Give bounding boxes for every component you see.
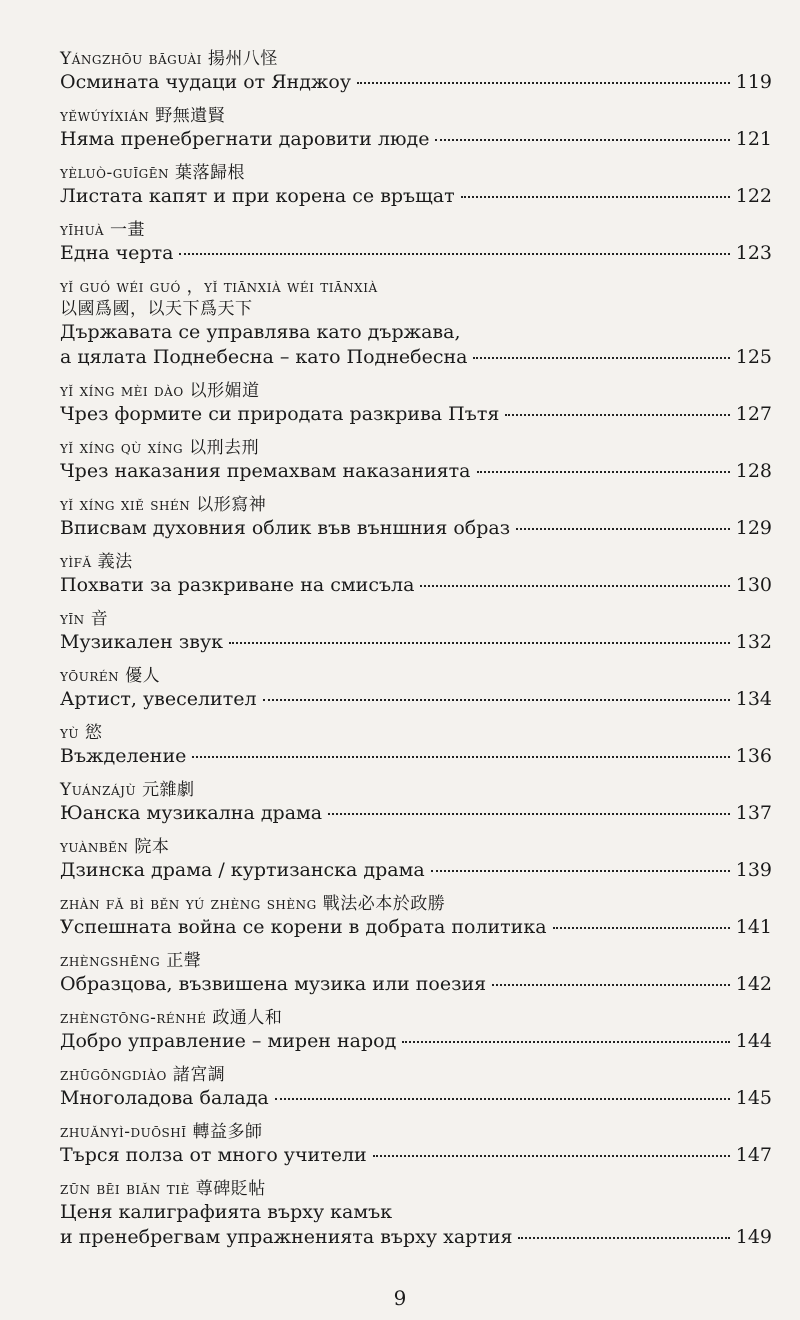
entry-term — [60, 608, 772, 630]
entry-term — [60, 1178, 772, 1200]
dot-leader — [263, 699, 730, 701]
entry-page-number: 144 — [735, 1030, 772, 1052]
entry-translation: Държавата се управлява като държава, — [60, 321, 461, 343]
table-of-contents — [60, 48, 772, 1260]
entry-hanzi: 音 — [90, 609, 109, 629]
dot-leader — [492, 984, 730, 986]
toc-entry[interactable] — [60, 48, 772, 95]
entry-hanzi: 葉落歸根 — [174, 163, 245, 183]
toc-entry[interactable] — [60, 1007, 772, 1054]
entry-translation: Въжделение — [60, 745, 187, 767]
dot-leader — [435, 139, 729, 141]
entry-term — [60, 779, 772, 801]
entry-translation: Добро управление – мирен народ — [60, 1030, 397, 1052]
dot-leader — [192, 756, 729, 758]
entry-translation: Няма пренебрегнати даровити люде — [60, 128, 430, 150]
entry-translation-line — [60, 1143, 772, 1168]
entry-hanzi: 正聲 — [166, 951, 202, 971]
entry-translation-line — [60, 801, 772, 826]
entry-translation: Чрез наказания премахвам наказанията — [60, 460, 471, 482]
toc-entry[interactable] — [60, 1178, 772, 1250]
entry-translation: и пренебрегвам упражненията върху хартия — [60, 1226, 513, 1248]
dot-leader — [461, 196, 730, 198]
entry-pinyin: yǐ xíng qù xíng — [60, 438, 184, 458]
entry-pinyin: Yuánzájù — [60, 780, 137, 800]
entry-term — [60, 722, 772, 744]
entry-hanzi: 尊碑貶帖 — [195, 1179, 266, 1199]
entry-hanzi: 轉益多師 — [192, 1122, 263, 1142]
dot-leader — [477, 471, 730, 473]
entry-page-number: 145 — [735, 1087, 772, 1109]
entry-page-number: 127 — [735, 403, 772, 425]
entry-translation: Листата капят и при корена се връщат — [60, 185, 455, 207]
entry-pinyin: Yángzhōu bāguài — [60, 49, 202, 69]
entry-pinyin: zhèngshēng — [60, 951, 161, 971]
toc-entry[interactable] — [60, 162, 772, 209]
entry-page-number: 129 — [735, 517, 772, 539]
entry-term — [60, 276, 772, 298]
entry-hanzi: 以形媚道 — [189, 381, 260, 401]
entry-page-number: 122 — [735, 185, 772, 207]
dot-leader — [516, 528, 730, 530]
toc-entry[interactable] — [60, 105, 772, 152]
entry-page-number: 132 — [735, 631, 772, 653]
entry-translation: Музикален звук — [60, 631, 223, 653]
entry-translation-line — [60, 972, 772, 997]
entry-translation: Успешната война се корени в добрата политика — [60, 916, 547, 938]
entry-pinyin: yuànběn — [60, 837, 129, 857]
entry-translation-line — [60, 687, 772, 712]
entry-translation-line — [60, 744, 772, 769]
entry-term — [60, 105, 772, 127]
entry-translation-line — [60, 320, 772, 345]
entry-translation: Търся полза от много учители — [60, 1144, 367, 1166]
entry-hanzi: 一畫 — [110, 220, 146, 240]
entry-page-number: 123 — [735, 242, 772, 264]
toc-entry[interactable] — [60, 380, 772, 427]
entry-hanzi: 院本 — [134, 837, 170, 857]
entry-pinyin: yǐ xíng xiě shén — [60, 495, 191, 515]
entry-translation-line — [60, 1029, 772, 1054]
entry-hanzi: 義法 — [97, 552, 133, 572]
entry-translation-line — [60, 1200, 772, 1225]
entry-page-number: 119 — [735, 71, 772, 93]
entry-translation: Осмината чудаци от Янджоу — [60, 71, 352, 93]
entry-pinyin: zhūgōngdiào — [60, 1065, 167, 1085]
toc-entry[interactable] — [60, 779, 772, 826]
toc-entry[interactable] — [60, 1064, 772, 1111]
entry-pinyin: yěwúyíxián — [60, 106, 150, 126]
entry-page-number: 136 — [735, 745, 772, 767]
page-number: 9 — [393, 1286, 407, 1310]
entry-translation-line — [60, 241, 772, 266]
entry-term — [60, 551, 772, 573]
entry-translation-line — [60, 402, 772, 427]
entry-translation-line — [60, 459, 772, 484]
entry-translation: Многоладова балада — [60, 1087, 269, 1109]
entry-term — [60, 219, 772, 241]
entry-page-number: 147 — [735, 1144, 772, 1166]
entry-translation-line — [60, 858, 772, 883]
toc-entry[interactable] — [60, 437, 772, 484]
entry-hanzi: 野無遺賢 — [155, 106, 226, 126]
entry-translation: Чрез формите си природата разкрива Пътя — [60, 403, 500, 425]
dot-leader — [373, 1155, 730, 1157]
toc-entry[interactable] — [60, 893, 772, 940]
toc-entry[interactable] — [60, 608, 772, 655]
entry-translation: Юанска музикална драма — [60, 802, 323, 824]
dot-leader — [518, 1237, 729, 1239]
entry-hanzi: 元雜劇 — [142, 780, 195, 800]
entry-hanzi: 以刑去刑 — [189, 438, 260, 458]
entry-term — [60, 950, 772, 972]
entry-pinyin: yīhuà — [60, 220, 105, 240]
entry-term — [60, 162, 772, 184]
entry-term — [60, 494, 772, 516]
entry-translation-line — [60, 127, 772, 152]
entry-translation-line — [60, 184, 772, 209]
entry-page-number: 139 — [735, 859, 772, 881]
entry-pinyin: yù — [60, 723, 80, 743]
dot-leader — [357, 82, 730, 84]
entry-translation-line — [60, 516, 772, 541]
entry-term — [60, 48, 772, 70]
entry-page-number: 121 — [735, 128, 772, 150]
entry-term — [60, 1064, 772, 1086]
entry-page-number: 149 — [735, 1226, 772, 1248]
entry-term — [60, 1121, 772, 1143]
toc-entry[interactable] — [60, 1121, 772, 1168]
entry-pinyin: zhàn fǎ bì běn yú zhèng shèng — [60, 894, 317, 914]
entry-pinyin: yīn — [60, 609, 85, 629]
toc-entry[interactable] — [60, 836, 772, 883]
dot-leader — [420, 585, 729, 587]
entry-translation: Артист, увеселител — [60, 688, 257, 710]
entry-translation: Една черта — [60, 242, 174, 264]
entry-translation: Похвати за разкриване на смисъла — [60, 574, 415, 596]
dot-leader — [179, 253, 729, 255]
entry-translation-line — [60, 345, 772, 370]
dot-leader — [473, 357, 729, 359]
entry-term — [60, 380, 772, 402]
entry-pinyin: zhuǎnyì-duōshī — [60, 1122, 187, 1142]
entry-hanzi-line: 以國爲國，以天下爲天下 — [60, 299, 253, 319]
entry-hanzi: 政通人和 — [212, 1008, 283, 1028]
entry-page-number: 142 — [735, 973, 772, 995]
entry-translation-line — [60, 1225, 772, 1250]
entry-translation-line — [60, 630, 772, 655]
entry-term — [60, 665, 772, 687]
entry-pinyin: zhèngtōng-rénhé — [60, 1008, 207, 1028]
entry-translation-line — [60, 573, 772, 598]
entry-pinyin: yǐ guó wéi guó ，yǐ tiānxià wéi tiānxià — [60, 277, 378, 297]
entry-page-number: 141 — [735, 916, 772, 938]
entry-page-number: 125 — [735, 346, 772, 368]
entry-page-number: 130 — [735, 574, 772, 596]
dot-leader — [275, 1098, 730, 1100]
entry-pinyin: yìfǎ — [60, 552, 92, 572]
entry-pinyin: yèluò-guīgēn — [60, 163, 169, 183]
toc-entry[interactable] — [60, 665, 772, 712]
entry-pinyin: yǐ xíng mèi dào — [60, 381, 184, 401]
toc-entry[interactable] — [60, 950, 772, 997]
entry-translation: Дзинска драма / куртизанска драма — [60, 859, 425, 881]
entry-translation: Образцова, възвишена музика или поезия — [60, 973, 487, 995]
entry-translation-line — [60, 1086, 772, 1111]
entry-pinyin: zūn bēi biǎn tiè — [60, 1179, 190, 1199]
entry-hanzi: 諸宮調 — [172, 1065, 226, 1085]
dot-leader — [431, 870, 730, 872]
entry-term — [60, 893, 772, 915]
toc-entry[interactable] — [60, 219, 772, 266]
entry-term — [60, 836, 772, 858]
entry-translation: Вписвам духовния облик във външния образ — [60, 517, 511, 539]
toc-entry[interactable] — [60, 551, 772, 598]
entry-term — [60, 1007, 772, 1029]
dot-leader — [553, 927, 730, 929]
toc-entry[interactable] — [60, 722, 772, 769]
entry-hanzi: 以形寫神 — [196, 495, 267, 515]
entry-pinyin: yōurén — [60, 666, 120, 686]
entry-hanzi: 戰法必本於政勝 — [322, 894, 446, 914]
entry-translation-line — [60, 70, 772, 95]
entry-page-number: 137 — [735, 802, 772, 824]
entry-term — [60, 437, 772, 459]
toc-entry[interactable] — [60, 276, 772, 370]
dot-leader — [505, 414, 729, 416]
toc-entry[interactable] — [60, 494, 772, 541]
dot-leader — [328, 813, 730, 815]
entry-hanzi: 揚州八怪 — [207, 49, 278, 69]
entry-translation-line — [60, 915, 772, 940]
entry-translation: Ценя калиграфията върху камък — [60, 1201, 393, 1223]
entry-page-number: 134 — [735, 688, 772, 710]
entry-translation: а цялата Поднебесна – като Поднебесна — [60, 346, 468, 368]
entry-page-number: 128 — [735, 460, 772, 482]
dot-leader — [229, 642, 730, 644]
entry-hanzi: 優人 — [125, 666, 161, 686]
entry-hanzi: 慾 — [85, 723, 103, 743]
dot-leader — [402, 1041, 729, 1043]
